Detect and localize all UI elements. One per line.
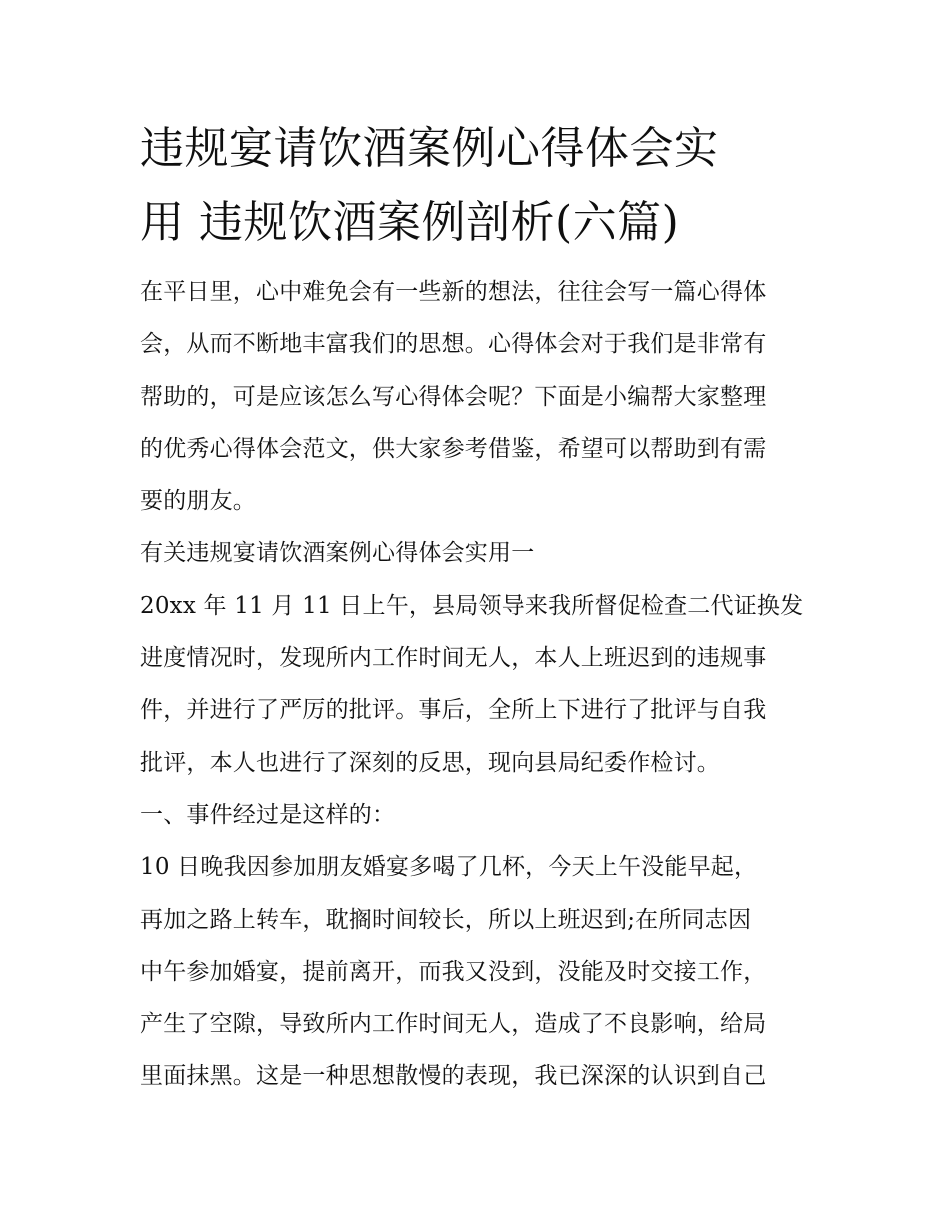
section-heading: 有关违规宴请饮酒案例心得体会实用一 bbox=[140, 540, 535, 567]
paragraph-line: 件，并进行了严厉的批评。事后，全所上下进行了批评与自我 bbox=[140, 697, 767, 724]
document-title bbox=[140, 112, 815, 260]
intro-line: 要的朋友。 bbox=[140, 488, 256, 515]
intro-line: 的优秀心得体会范文，供大家参考借鉴，希望可以帮助到有需 bbox=[140, 435, 767, 462]
paragraph-line: 批评，本人也进行了深刻的反思，现向县局纪委作检讨。 bbox=[140, 749, 720, 776]
paragraph-line: 20xx 年 11 月 11 日上午，县局领导来我所督促检查二代证换发 bbox=[140, 592, 804, 619]
subsection-heading: 一、事件经过是这样的： bbox=[140, 801, 396, 828]
title-line: 违规宴请饮酒案例心得体会实 bbox=[140, 123, 719, 174]
intro-line: 在平日里，心中难免会有一些新的想法，往往会写一篇心得体 bbox=[140, 279, 767, 305]
paragraph-line: 10 日晚我因参加朋友婚宴多喝了几杯，今天上午没能早起， bbox=[140, 854, 758, 881]
document-page bbox=[140, 112, 815, 1103]
intro-line: 会，从而不断地丰富我们的思想。心得体会对于我们是非常有 bbox=[140, 331, 767, 358]
intro-line: 帮助的，可是应该怎么写心得体会呢？下面是小编帮大家整理 bbox=[140, 383, 767, 410]
paragraph-line: 再加之路上转车，耽搁时间较长，所以上班迟到;在所同志因 bbox=[140, 906, 752, 933]
title-line: 用 违规饮酒案例剖析(六篇) bbox=[140, 197, 680, 248]
paragraph-line: 进度情况时，发现所内工作时间无人，本人上班迟到的违规事 bbox=[140, 645, 767, 672]
paragraph-line: 产生了空隙，导致所内工作时间无人，造成了不良影响，给局 bbox=[140, 1011, 767, 1038]
document-body bbox=[140, 266, 815, 1103]
paragraph-line: 中午参加婚宴，提前离开，而我又没到，没能及时交接工作， bbox=[140, 958, 767, 985]
paragraph-line: 里面抹黑。这是一种思想散慢的表现，我已深深的认识到自己 bbox=[140, 1063, 767, 1090]
